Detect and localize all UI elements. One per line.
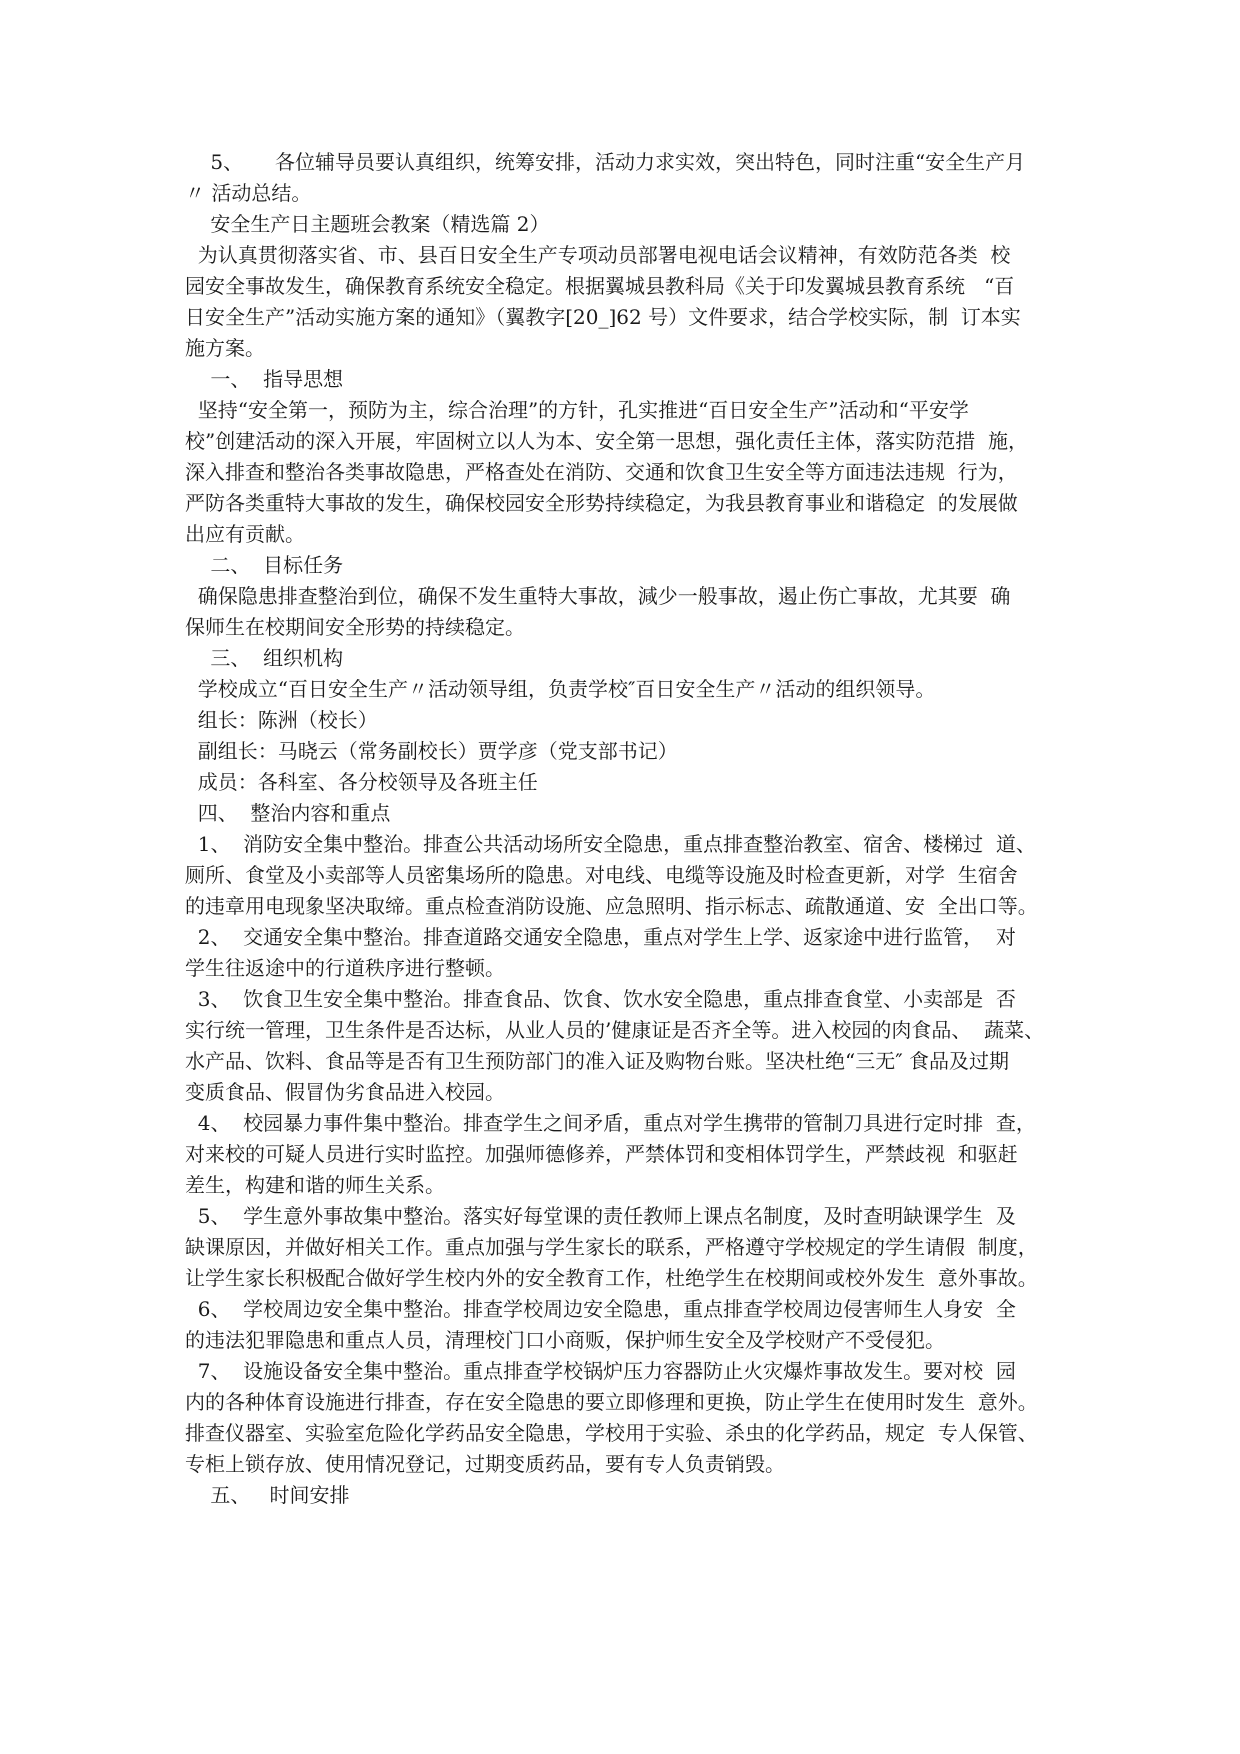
text-line: 副组长：马晓云（常务副校长）贾学彦（党支部书记） [185,739,678,763]
text-line: 1、 消防安全集中整治。排查公共活动场所安全隐患，重点排查整治教室、宿舍、楼梯过 道、 [185,832,1036,856]
text-line: 日安全生产”活动实施方案的通知》（翼教字[20_]62 号）文件要求，结合学校实际，制 订本实 [185,305,1021,329]
text-line: 学生往返途中的行道秩序进行整顿。 [185,956,505,980]
text-line: 内的各种体育设施进行排查，存在安全隐患的要立即修理和更换，防止学生在使用时发生 意外。 [185,1390,1038,1414]
text-line: 安全生产日主题班会教案（精选篇 2） [185,212,550,236]
text-line: 专柜上锁存放、使用情况登记，过期变质药品，要有专人负责销毁。 [185,1452,785,1476]
text-line: 变质食品、假冒伪劣食品进入校园。 [185,1080,505,1104]
text-line: 组长：陈洲（校长） [185,708,378,732]
text-line: 排查仪器室、实验室危险化学药品安全隐患，学校用于实验、杀虫的化学药品，规定 专人保管、 [185,1421,1038,1445]
text-line: 二、 目标任务 [185,553,344,577]
text-line: 缺课原因，并做好相关工作。重点加强与学生家长的联系，严格遵守学校规定的学生请假 制度， [185,1235,1038,1259]
text-line: 为认真贯彻落实省、市、县百日安全生产专项动员部署电视电话会议精神，有效防范各类 校 [185,243,1011,267]
document-body [185,147,1065,1511]
text-line: 学校成立“百日安全生产〃活动领导组，负责学校″百日安全生产〃活动的组织领导。 [185,677,936,701]
text-line: 4、 校园暴力事件集中整治。排查学生之间矛盾，重点对学生携带的管制刀具进行定时排 查， [185,1111,1036,1135]
text-line: 差生，构建和谐的师生关系。 [185,1173,445,1197]
text-line: 确保隐患排查整治到位，确保不发生重特大事故，減少一般事故，遏止伤亡事故，尤其要 确 [185,584,1011,608]
text-line: 水产品、饮料、食品等是否有卫生预防部门的准入证及购物台账。坚决杜绝“三无″ 食品及过期 [185,1049,1010,1073]
text-line: 3、 饮食卫生安全集中整治。排查食品、饮食、饮水安全隐患，重点排查食堂、小卖部是 否 [185,987,1016,1011]
text-line: 五、 时间安排 [185,1483,350,1507]
text-line: 6、 学校周边安全集中整治。排查学校周边安全隐患，重点排查学校周边侵害师生人身安 全 [185,1297,1016,1321]
text-line: 对来校的可疑人员进行实时监控。加强师德修养，严禁体罚和变相体罚学生，严禁歧视 和驱赶 [185,1142,1018,1166]
text-line: 施方案。 [185,336,265,360]
text-line: 深入排查和整治各类事故隐患，严格查处在消防、交通和饮食卫生安全等方面违法违规 行为， [185,460,1018,484]
text-line: 园安全事故发生，确保教育系统安全稳定。根据翼城县教科局《关于印发翼城县教育系统 “百 [185,274,1015,298]
text-line: 实行统一管理，卫生条件是否达标，从业人员的’健康证是否齐全等。进入校园的肉食品、 蔬菜、 [185,1018,1045,1042]
text-line: 7、 设施设备安全集中整治。重点排查学校锅炉压力容器防止火灾爆炸事故发生。要对校 园 [185,1359,1016,1383]
text-line: 出应有贡献。 [185,522,305,546]
text-line: 坚持“安全第一，预防为主，综合治理”的方针，孔实推进“百日安全生产”活动和“平安学 [185,398,969,422]
text-line: 2、 交通安全集中整治。排查道路交通安全隐患，重点对学生上学、返家途中进行监管， 对 [185,925,1016,949]
text-line: 〃 活动总结。 [185,181,312,205]
text-line: 校”创建活动的深入开展，牢固树立以人为本、安全第一思想，强化责任主体，落实防范措 施， [185,429,1028,453]
text-line: 的违章用电现象坚决取缔。重点检查消防设施、应急照明、指示标志、疏散通道、安 全出口等。 [185,894,1038,918]
text-line: 严防各类重特大事故的发生，确保校园安全形势持续稳定，为我县教育事业和谐稳定 的发展做 [185,491,1018,515]
text-line: 三、 组织机构 [185,646,344,670]
text-line: 5、 各位辅导员要认真组织，统筹安排，活动力求实效，突出特色，同时注重“安全生产月 [185,150,1026,174]
text-line: 四、 整治内容和重点 [185,801,391,825]
text-line: 5、 学生意外事故集中整治。落实好每堂课的责任教师上课点名制度，及时查明缺课学生 及 [185,1204,1016,1228]
text-line: 一、 指导思想 [185,367,344,391]
text-line: 成员：各科室、各分校领导及各班主任 [185,770,538,794]
text-line: 的违法犯罪隐患和重点人员，清理校门口小商贩，保护师生安全及学校财产不受侵犯。 [185,1328,945,1352]
text-line: 保师生在校期间安全形势的持续稳定。 [185,615,525,639]
text-line: 让学生家长积极配合做好学生校内外的安全教育工作，杜绝学生在校期间或校外发生 意外事故。 [185,1266,1038,1290]
text-line: 厕所、食堂及小卖部等人员密集场所的隐患。对电线、电缆等设施及时检查更新，对学 生宿舍 [185,863,1018,887]
